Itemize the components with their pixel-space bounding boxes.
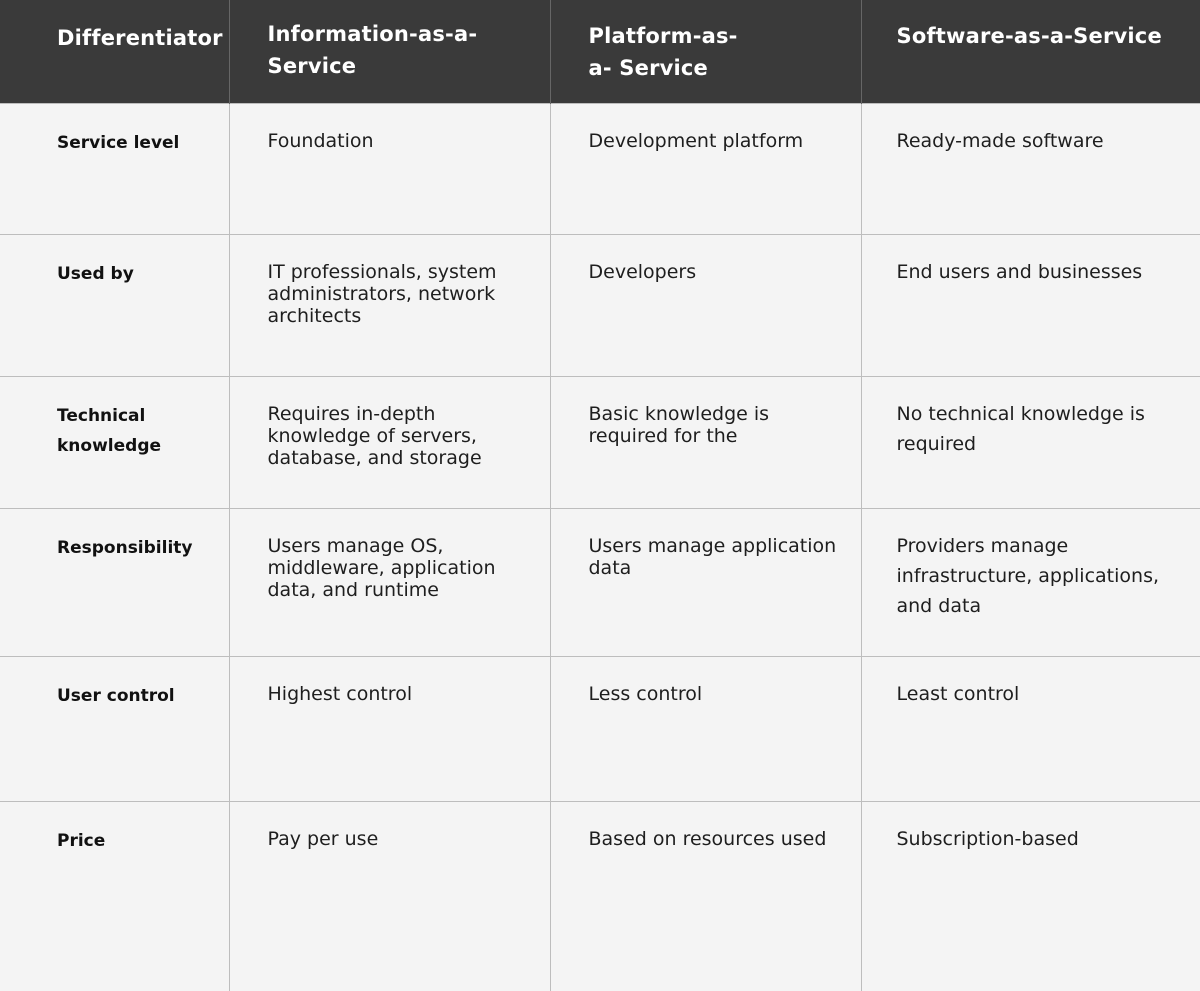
- cell-iaas: Pay per use: [229, 801, 550, 991]
- cell-saas: Ready-made software: [861, 103, 1200, 234]
- row-label: Responsibility: [0, 508, 229, 656]
- cell-paas: Basic knowledge is required for the: [550, 376, 861, 508]
- row-label: Price: [0, 801, 229, 991]
- table-row: [0, 508, 1200, 656]
- table-row: [0, 801, 1200, 991]
- cell-saas: Subscription-based: [861, 801, 1200, 991]
- cell-paas: Less control: [550, 656, 861, 801]
- cell-saas: Providers manage infrastructure, applications, and data: [861, 508, 1200, 656]
- cell-iaas: Highest control: [229, 656, 550, 801]
- cell-saas: No technical knowledge is required: [861, 376, 1200, 508]
- cell-iaas: Users manage OS, middleware, application data, and runtime: [229, 508, 550, 656]
- header-paas-line1: Platform-as-: [588, 24, 738, 48]
- header-differentiator: Differentiator: [0, 0, 229, 103]
- cell-iaas: Requires in-depth knowledge of servers, database, and storage: [229, 376, 550, 508]
- header-iaas: [229, 0, 550, 103]
- header-paas-line2: a- Service: [588, 56, 708, 80]
- cell-iaas: Foundation: [229, 103, 550, 234]
- cell-saas: End users and businesses: [861, 234, 1200, 376]
- cell-iaas: IT professionals, system administrators, network architects: [229, 234, 550, 376]
- cell-saas: Least control: [861, 656, 1200, 801]
- cell-paas: Developers: [550, 234, 861, 376]
- table-header: [0, 0, 1200, 103]
- header-iaas-line1: Information-as-a-: [267, 22, 478, 46]
- cell-paas: Development platform: [550, 103, 861, 234]
- header-iaas-line2: Service: [267, 54, 357, 78]
- header-paas: [550, 0, 861, 103]
- row-label: Technical knowledge: [0, 376, 229, 508]
- table-row: [0, 376, 1200, 508]
- table-row: [0, 103, 1200, 234]
- table-body: [0, 103, 1200, 991]
- header-row: [0, 0, 1200, 103]
- row-label: Service level: [0, 103, 229, 234]
- cell-paas: Users manage application data: [550, 508, 861, 656]
- row-label: User control: [0, 656, 229, 801]
- table-row: [0, 656, 1200, 801]
- row-label: Used by: [0, 234, 229, 376]
- table-row: [0, 234, 1200, 376]
- header-saas: Software-as-a-Service: [861, 0, 1200, 103]
- cell-paas: Based on resources used: [550, 801, 861, 991]
